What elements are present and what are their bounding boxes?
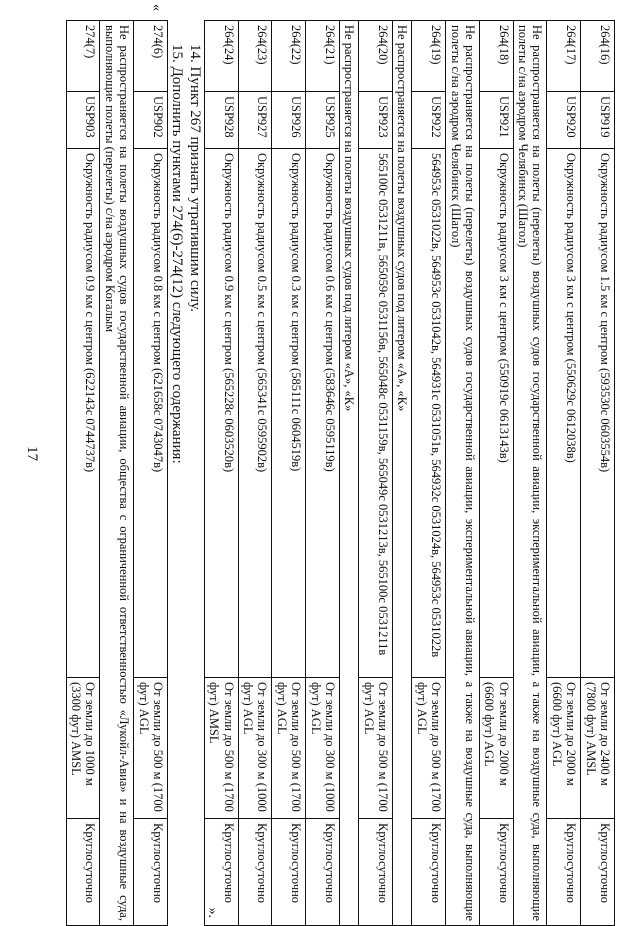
note-cell: Не распространяется на полеты воздушных судов государственной авиации, общества с ограниченной ответственностью «Лукойл-Авиа» и на воздушные суда, выполняющие полеты (перелеты) с/на аэродром Когалым [100, 21, 134, 926]
boundary-cell: Окружность радиусом 0.6 км с центром (583646с 0595119в) [306, 149, 340, 678]
item-15: 15. Дополнить пунктами 274(6)-274(12) следующего содержания: [169, 44, 185, 464]
table-row [581, 21, 615, 926]
note-row [513, 21, 547, 926]
boundary-cell: Окружность радиусом 0.3 км с центром (585111с 0604519в) [272, 149, 306, 678]
time-cell: Круглосуточно [205, 819, 239, 926]
note-cell: Не распространяется на полеты воздушных судов под литером «А», «К» [393, 21, 412, 926]
altitude-cell: От земли до 500 м (1700 фут) AGL [359, 678, 393, 819]
time-cell: Круглосуточно [547, 819, 581, 926]
row-number-cell: 264(23) [238, 21, 272, 92]
table-row [272, 21, 306, 926]
table-row [412, 21, 446, 926]
altitude-cell: От земли до 1000 м (3300 фут) AMSL [66, 678, 100, 819]
time-cell: Круглосуточно [306, 819, 340, 926]
table-row [134, 21, 168, 926]
zone-code-cell: USP928 [205, 92, 239, 149]
boundary-cell: Окружность радиусом 3 км с центром (550629с 0612038в) [547, 149, 581, 678]
zone-code-cell: USP920 [547, 92, 581, 149]
row-number-cell: 274(7) [66, 21, 100, 92]
boundary-cell: Окружность радиусом 0.9 км с центром (622143с 0744737в) [66, 149, 100, 678]
row-number-cell: 274(6) [134, 21, 168, 92]
row-number-cell: 264(20) [359, 21, 393, 92]
boundary-cell: Окружность радиусом 3 км с центром (550919с 0613143в) [480, 149, 514, 678]
note-row [446, 21, 480, 926]
zone-code-cell: USP903 [66, 92, 100, 149]
time-cell: Круглосуточно [359, 819, 393, 926]
note-row [340, 21, 359, 926]
table-row [205, 21, 239, 926]
table-row [359, 21, 393, 926]
boundary-cell: 564953с 0531022в, 564953с 0531042в, 564931с 0531051в, 564932с 0531024в, 564953с 0531022в [412, 149, 446, 678]
time-cell: Круглосуточно [412, 819, 446, 926]
zone-code-cell: USP919 [581, 92, 615, 149]
time-cell: Круглосуточно [134, 819, 168, 926]
boundary-cell: Окружность радиусом 1.5 км с центром (593530с 0603554в) [581, 149, 615, 678]
opening-quote: « [149, 4, 164, 11]
altitude-cell: От земли до 2000 м (6600 фут) AGL [480, 678, 514, 819]
table-bottom-wrap [66, 4, 168, 921]
row-number-cell: 264(19) [412, 21, 446, 92]
table-row [238, 21, 272, 926]
zone-code-cell: USP926 [272, 92, 306, 149]
altitude-cell: От земли до 500 м (1700 фут) AGL [272, 678, 306, 819]
row-number-cell: 264(22) [272, 21, 306, 92]
zone-code-cell: USP925 [306, 92, 340, 149]
row-number-cell: 264(21) [306, 21, 340, 92]
note-cell: Не распространяется на полеты (перелеты) воздушных судов государственной авиации, экспериментальной авиации, а также на воздушные суда, выполняющие полеты с/на аэродром Челябинск (Шагол) [446, 21, 480, 926]
table-top [204, 20, 615, 926]
time-cell: Круглосуточно [272, 819, 306, 926]
altitude-cell: От земли до 500 м (1700 фут) AGL [134, 678, 168, 819]
altitude-cell: От земли до 500 м (1700 фут) AGL [412, 678, 446, 819]
time-cell: Круглосуточно [66, 819, 100, 926]
altitude-cell: От земли до 500 м (1700 фут) AMSL [205, 678, 239, 819]
table-row [480, 21, 514, 926]
time-cell: Круглосуточно [581, 819, 615, 926]
boundary-cell: 565100с 0531211в, 565059с 0531156в, 565048с 0531159в, 565049с 0531213в, 565100с 0531211в [359, 149, 393, 678]
table-row [306, 21, 340, 926]
row-number-cell: 264(16) [581, 21, 615, 92]
zone-code-cell: USP922 [412, 92, 446, 149]
table-row [66, 21, 100, 926]
zone-code-cell: USP902 [134, 92, 168, 149]
item-14: 14. Пункт 267 признать утратившим силу. [187, 44, 203, 312]
zone-code-cell: USP923 [359, 92, 393, 149]
note-row [393, 21, 412, 926]
note-cell: Не распространяется на полеты воздушных судов под литером «А», «К» [340, 21, 359, 926]
zone-code-cell: USP921 [480, 92, 514, 149]
altitude-cell: От земли до 300 м (1000 фут) AGL [306, 678, 340, 819]
row-number-cell: 264(18) [480, 21, 514, 92]
rotated-page [25, 4, 615, 921]
altitude-cell: От земли до 300 м (1000 фут) AGL [238, 678, 272, 819]
zone-code-cell: USP927 [238, 92, 272, 149]
page-number: 17 [24, 446, 40, 461]
time-cell: Круглосуточно [238, 819, 272, 926]
altitude-cell: От земли до 2000 м (6600 фут) AGL [547, 678, 581, 819]
row-number-cell: 264(17) [547, 21, 581, 92]
note-row [100, 21, 134, 926]
row-number-cell: 264(24) [205, 21, 239, 92]
table-row [547, 21, 581, 926]
table-bottom [66, 20, 168, 926]
boundary-cell: Окружность радиусом 0.8 км с центром (621658с 0743047в) [134, 149, 168, 678]
closing-quote: ». [205, 907, 220, 918]
boundary-cell: Окружность радиусом 0.5 км с центром (565341с 0595902в) [238, 149, 272, 678]
note-cell: Не распространяется на полеты (перелеты) воздушных судов государственной авиации, экспериментальной авиации, а также на воздушные суда, выполняющие полеты с/на аэродром Челябинск (Шагол) [513, 21, 547, 926]
time-cell: Круглосуточно [480, 819, 514, 926]
table-top-wrap [204, 20, 615, 921]
boundary-cell: Окружность радиусом 0.9 км с центром (565228с 0603520в) [205, 149, 239, 678]
altitude-cell: От земли до 2400 м (7800 фут) AMSL [581, 678, 615, 819]
